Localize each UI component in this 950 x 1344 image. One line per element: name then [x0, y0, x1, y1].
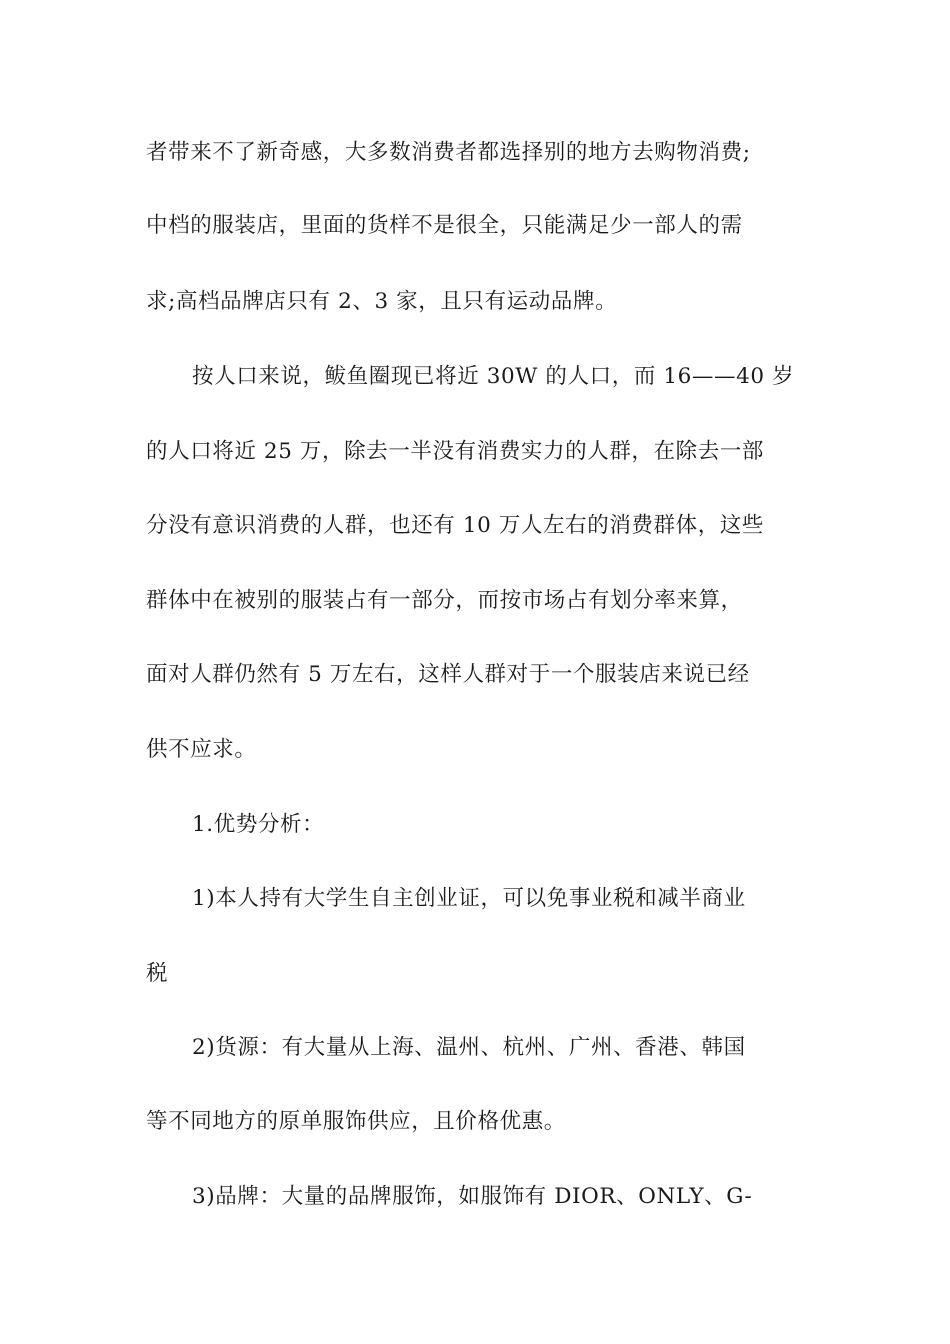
text-line: 群体中在被别的服装占有一部分，而按市场占有划分率来算， [146, 588, 743, 613]
text-line: 面对人群仍然有 5 万左右，这样人群对于一个服装店来说已经 [146, 662, 750, 687]
list-item-first-line: 2)货源：有大量从上海、温州、杭州、广州、香港、韩国 [192, 1035, 746, 1060]
text-line: 税 [146, 961, 169, 986]
list-item-first-line: 3)品牌：大量的品牌服饰，如服饰有 DIOR、ONLY、G- [192, 1184, 753, 1209]
list-item-first-line: 1)本人持有大学生自主创业证，可以免事业税和减半商业 [192, 886, 746, 911]
text-line: 供不应求。 [146, 737, 257, 762]
text-line: 求;高档品牌店只有 2、3 家，且只有运动品牌。 [146, 289, 618, 314]
text-line: 中档的服装店，里面的货样不是很全，只能满足少一部人的需 [146, 213, 743, 238]
text-line: 的人口将近 25 万，除去一半没有消费实力的人群，在除去一部 [146, 439, 765, 464]
text-line: 者带来不了新奇感，大多数消费者都选择别的地方去购物消费; [146, 140, 751, 165]
paragraph-first-line: 按人口来说，鲅鱼圈现已将近 30W 的人口，而 16——40 岁 [192, 364, 795, 389]
text-line: 等不同地方的原单服饰供应，且价格优惠。 [146, 1109, 566, 1134]
section-heading: 1.优势分析： [192, 812, 325, 837]
text-line: 分没有意识消费的人群，也还有 10 万人左右的消费群体，这些 [146, 513, 765, 538]
